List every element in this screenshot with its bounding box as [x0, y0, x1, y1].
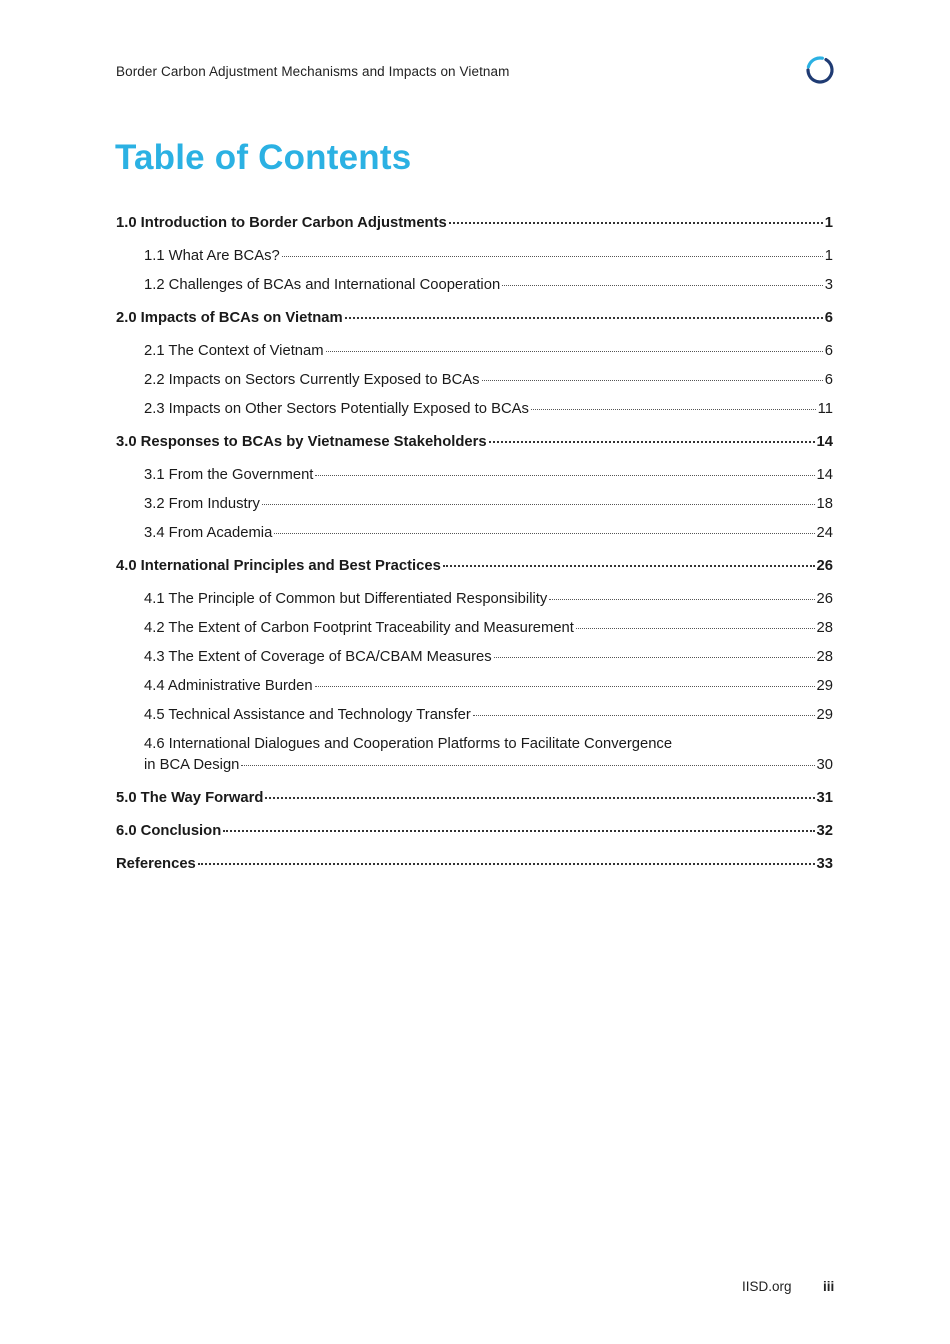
toc-entry-title: 6.0 Conclusion: [116, 823, 222, 839]
toc-page-number: 1: [824, 248, 833, 264]
toc-entry-title: 1.1 What Are BCAs?: [144, 248, 280, 264]
toc-subsection-entry[interactable]: [116, 618, 833, 639]
toc-subsection-entry[interactable]: [116, 275, 833, 296]
toc-entry-title: 2.2 Impacts on Sectors Currently Exposed to BCAs: [144, 372, 480, 388]
dot-leader: [274, 533, 814, 534]
dot-leader: [549, 599, 814, 600]
dot-leader: [489, 441, 815, 443]
toc-page-number: 11: [817, 401, 833, 417]
toc-page-number: 30: [816, 757, 833, 773]
dot-leader: [443, 565, 815, 567]
toc-page-number: 28: [816, 649, 833, 665]
toc-section-entry[interactable]: [116, 432, 833, 453]
toc-page-number: 32: [816, 823, 833, 839]
dot-leader: [494, 657, 815, 658]
toc-section-entry[interactable]: [116, 854, 833, 875]
toc-subsection-entry[interactable]: [116, 370, 833, 391]
toc-subsection-entry[interactable]: [116, 399, 833, 420]
toc-page-number: 1: [824, 215, 833, 231]
toc-page-number: 3: [824, 277, 833, 293]
dot-leader: [449, 222, 823, 224]
toc-page-number: 26: [816, 591, 833, 607]
toc-subsection-entry[interactable]: [116, 465, 833, 486]
dot-leader: [531, 409, 816, 410]
dot-leader: [282, 256, 823, 257]
toc-entry-title: References: [116, 856, 196, 872]
dot-leader: [223, 830, 814, 832]
dot-leader: [315, 475, 814, 476]
dot-leader: [198, 863, 815, 865]
toc-subsection-entry[interactable]: [116, 494, 833, 515]
toc-page-number: 24: [816, 525, 833, 541]
page-title: Table of Contents: [115, 138, 412, 177]
footer-page-number: iii: [823, 1279, 835, 1294]
dot-leader: [482, 380, 823, 381]
toc-entry-title: 1.0 Introduction to Border Carbon Adjustments: [116, 215, 447, 231]
toc-page-number: 14: [816, 467, 833, 483]
toc-entry-title: 4.2 The Extent of Carbon Footprint Traceability and Measurement: [144, 620, 574, 636]
dot-leader: [326, 351, 823, 352]
toc-entry-title: 2.0 Impacts of BCAs on Vietnam: [116, 310, 343, 326]
toc-page-number: 14: [816, 434, 833, 450]
toc-page-number: 6: [824, 343, 833, 359]
toc-entry-title: 2.3 Impacts on Other Sectors Potentially Exposed to BCAs: [144, 401, 529, 417]
toc-page-number: 6: [824, 372, 833, 388]
dot-leader: [241, 765, 814, 766]
toc-entry-title: in BCA Design: [144, 757, 240, 773]
dot-leader: [502, 285, 823, 286]
toc-entry-title: 4.3 The Extent of Coverage of BCA/CBAM Measures: [144, 649, 492, 665]
toc-subsection-entry[interactable]: [116, 246, 833, 267]
toc-entry-title: 4.6 International Dialogues and Cooperation Platforms to Facilitate Convergence: [144, 736, 673, 752]
dot-leader: [345, 317, 823, 319]
iisd-ring-logo-icon: [804, 54, 836, 86]
toc-entry-title: 4.1 The Principle of Common but Differentiated Responsibility: [144, 591, 548, 607]
toc-entry-title: 4.0 International Principles and Best Practices: [116, 558, 441, 574]
toc-entry-title: 4.4 Administrative Burden: [144, 678, 313, 694]
toc-entry-title: 1.2 Challenges of BCAs and International Cooperation: [144, 277, 501, 293]
toc-section-entry[interactable]: [116, 821, 833, 842]
table-of-contents: [116, 213, 833, 875]
toc-subsection-entry[interactable]: [116, 589, 833, 610]
toc-entry-title: 3.2 From Industry: [144, 496, 260, 512]
toc-page-number: 29: [816, 707, 833, 723]
toc-subsection-entry[interactable]: [116, 676, 833, 697]
toc-page-number: 31: [816, 790, 833, 806]
toc-page-number: 26: [816, 558, 833, 574]
toc-page-number: 18: [816, 496, 833, 512]
dot-leader: [265, 797, 814, 799]
running-header: Border Carbon Adjustment Mechanisms and Impacts on Vietnam: [116, 64, 510, 79]
toc-subsection-entry[interactable]: [116, 734, 833, 776]
toc-subsection-entry[interactable]: [116, 523, 833, 544]
toc-entry-title: 2.1 The Context of Vietnam: [144, 343, 324, 359]
dot-leader: [262, 504, 815, 505]
dot-leader: [576, 628, 815, 629]
footer-site: IISD.org: [742, 1279, 792, 1294]
toc-section-entry[interactable]: [116, 788, 833, 809]
toc-entry-title: 3.0 Responses to BCAs by Vietnamese Stakeholders: [116, 434, 487, 450]
toc-entry-title: 5.0 The Way Forward: [116, 790, 264, 806]
toc-page-number: 33: [816, 856, 833, 872]
dot-leader: [315, 686, 815, 687]
toc-page-number: 6: [824, 310, 833, 326]
toc-subsection-entry[interactable]: [116, 341, 833, 362]
toc-section-entry[interactable]: [116, 556, 833, 577]
toc-subsection-entry[interactable]: [116, 705, 833, 726]
toc-section-entry[interactable]: [116, 213, 833, 234]
toc-page-number: 28: [816, 620, 833, 636]
toc-entry-title: 4.5 Technical Assistance and Technology Transfer: [144, 707, 471, 723]
toc-entry-title: 3.1 From the Government: [144, 467, 314, 483]
toc-subsection-entry[interactable]: [116, 647, 833, 668]
dot-leader: [473, 715, 815, 716]
toc-entry-title: 3.4 From Academia: [144, 525, 273, 541]
toc-page-number: 29: [816, 678, 833, 694]
toc-section-entry[interactable]: [116, 308, 833, 329]
